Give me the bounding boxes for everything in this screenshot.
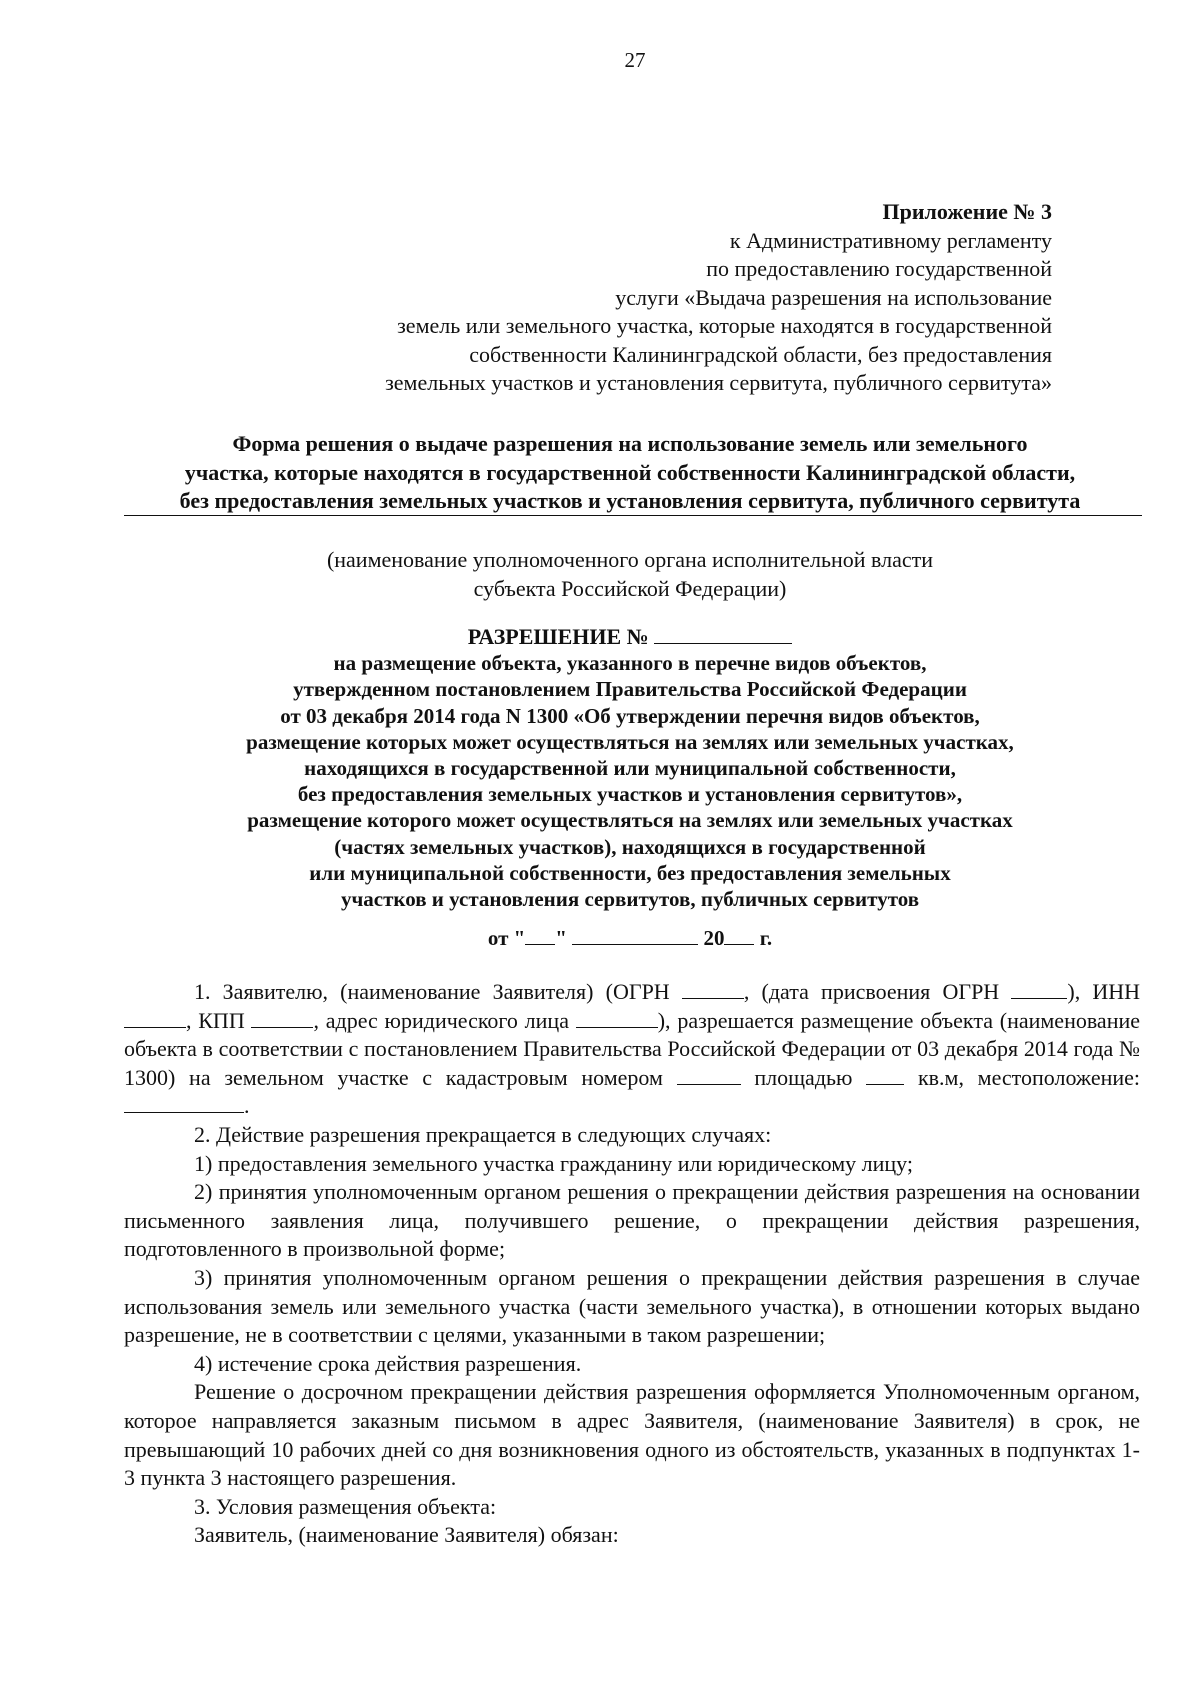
paragraph-2-4: 4) истечение срока действия разрешения. xyxy=(194,1350,582,1376)
paragraph-early-termination: Решение о досрочном прекращении действия разрешения оформляется Уполномоченным органом, которое направляется заказным письмом в адрес Заявителя, (наименование Заявителя) в срок, не превышающий 10 рабочих дней со дня возникновения одного из обстоятельств, указанных в подпунктах 1-3 пункта 3 настоящего разрешения. xyxy=(124,1379,1140,1491)
date-year-blank[interactable] xyxy=(724,926,754,945)
paragraph-2-3: 3) принятия уполномоченным органом решения о прекращении действия разрешения в случае использования земель или земельного участка (части земельного участка), в отношении которых выдано разрешение, не в соответствии с целями, указанными в таком разрешении; xyxy=(124,1264,1140,1348)
appendix-line: услуги «Выдача разрешения на использование xyxy=(615,284,1052,310)
appendix-title: Приложение № 3 xyxy=(882,199,1052,224)
paragraph-2: 2. Действие разрешения прекращается в следующих случаях: xyxy=(194,1121,772,1147)
form-title xyxy=(120,430,1140,516)
document-body xyxy=(124,978,1140,1550)
p1-text: . xyxy=(244,1093,250,1119)
appendix-header xyxy=(385,198,1052,398)
appendix-line: к Административному регламенту xyxy=(729,227,1052,253)
date-month-blank[interactable] xyxy=(572,926,698,945)
p1-text: кв.м, местоположение: xyxy=(917,1064,1141,1090)
date-prefix: от " xyxy=(487,926,526,950)
appendix-line: собственности Калининградской области, без предоставления xyxy=(469,341,1052,367)
paragraph-3-a: Заявитель, (наименование Заявителя) обязан: xyxy=(194,1522,619,1548)
permit-line: без предоставления земельных участков и установления сервитутов», xyxy=(297,782,963,807)
permit-heading xyxy=(120,624,1140,650)
permit-line: на размещение объекта, указанного в перечне видов объектов, xyxy=(333,651,927,676)
p1-text: ИНН xyxy=(1092,979,1141,1004)
p1-text: , КПП xyxy=(186,1007,245,1033)
p1-text: , адрес юридического лица xyxy=(313,1007,569,1033)
form-title-line: без предоставления земельных участков и установления сервитута, публичного сервитута xyxy=(179,488,1081,513)
paragraph-3: 3. Условия размещения объекта: xyxy=(194,1493,497,1519)
permit-line: находящихся в государственной или муниципальной собственности, xyxy=(304,756,956,781)
date-suffix: г. xyxy=(759,926,773,950)
underline-divider xyxy=(124,515,1142,516)
cadastral-blank[interactable] xyxy=(677,1068,741,1085)
organ-caption-line: (наименование уполномоченного органа исполнительной власти xyxy=(326,547,934,572)
appendix-line: по предоставлению государственной xyxy=(706,256,1052,281)
ogrn-blank[interactable] xyxy=(682,982,744,999)
p1-text: ), xyxy=(1067,979,1081,1004)
organ-caption xyxy=(120,546,1140,603)
organ-caption-line: субъекта Российской Федерации) xyxy=(473,575,787,601)
paragraph-2-1: 1) предоставления земельного участка гражданину или юридическому лицу; xyxy=(194,1150,913,1176)
permit-number-blank[interactable] xyxy=(654,625,792,644)
paragraph-2-2: 2) принятия уполномоченным органом решения о прекращении действия разрешения на основании письменного заявления лица, получившего решение, о прекращении действия разрешения, подготовленного в произвольной форме; xyxy=(124,1179,1140,1262)
permit-line: (частях земельных участков), находящихся в государственной xyxy=(334,834,926,859)
ogrn-date-blank[interactable] xyxy=(1011,982,1067,999)
p1-text: 1. Заявителю, (наименование Заявителя) (ОГРН xyxy=(194,979,670,1004)
permit-heading-text: РАЗРЕШЕНИЕ № xyxy=(467,624,649,649)
permit-line: участков и установления сервитутов, публичных сервитутов xyxy=(340,887,920,912)
p1-text: , (дата присвоения ОГРН xyxy=(743,979,1000,1004)
date-quote: " xyxy=(555,926,567,950)
address-blank[interactable] xyxy=(576,1011,658,1028)
permit-line: размещение которых может осуществляться на землях или земельных участках, xyxy=(246,729,1014,754)
permit-heading-block xyxy=(120,624,1140,912)
kpp-blank[interactable] xyxy=(251,1011,313,1028)
appendix-line: земельных участков и установления сервитута, публичного сервитута» xyxy=(385,370,1052,395)
inn-blank[interactable] xyxy=(124,1011,186,1028)
form-title-line: Форма решения о выдаче разрешения на использование земель или земельного xyxy=(232,431,1028,456)
location-blank[interactable] xyxy=(124,1096,244,1113)
date-day-blank[interactable] xyxy=(525,926,555,945)
permit-line: от 03 декабря 2014 года N 1300 «Об утверждении перечня видов объектов, xyxy=(280,703,980,728)
paragraph-1 xyxy=(124,978,1140,1121)
date-year: 20 xyxy=(703,926,725,950)
p1-text: ), разрешается размещение объекта (наименование объекта в соответствии с постановлением Правительства Российской Федерации от 03 декабря 2014 года № 1300) на земельном участке с кадастровым номером xyxy=(124,1007,1141,1090)
appendix-line: земель или земельного участка, которые находятся в государственной xyxy=(397,313,1052,338)
page-number: 27 xyxy=(624,48,646,72)
permit-line: утвержденном постановлением Правительства Российской Федерации xyxy=(293,677,967,702)
area-blank[interactable] xyxy=(866,1068,904,1085)
p1-text: площадью xyxy=(754,1064,853,1090)
form-title-line: участка, которые находятся в государственной собственности Калининградской области, xyxy=(184,459,1076,485)
permit-line: или муниципальной собственности, без предоставления земельных xyxy=(309,860,951,885)
permit-date xyxy=(120,926,1140,951)
permit-line: размещение которого может осуществляться на землях или земельных участках xyxy=(247,808,1013,833)
